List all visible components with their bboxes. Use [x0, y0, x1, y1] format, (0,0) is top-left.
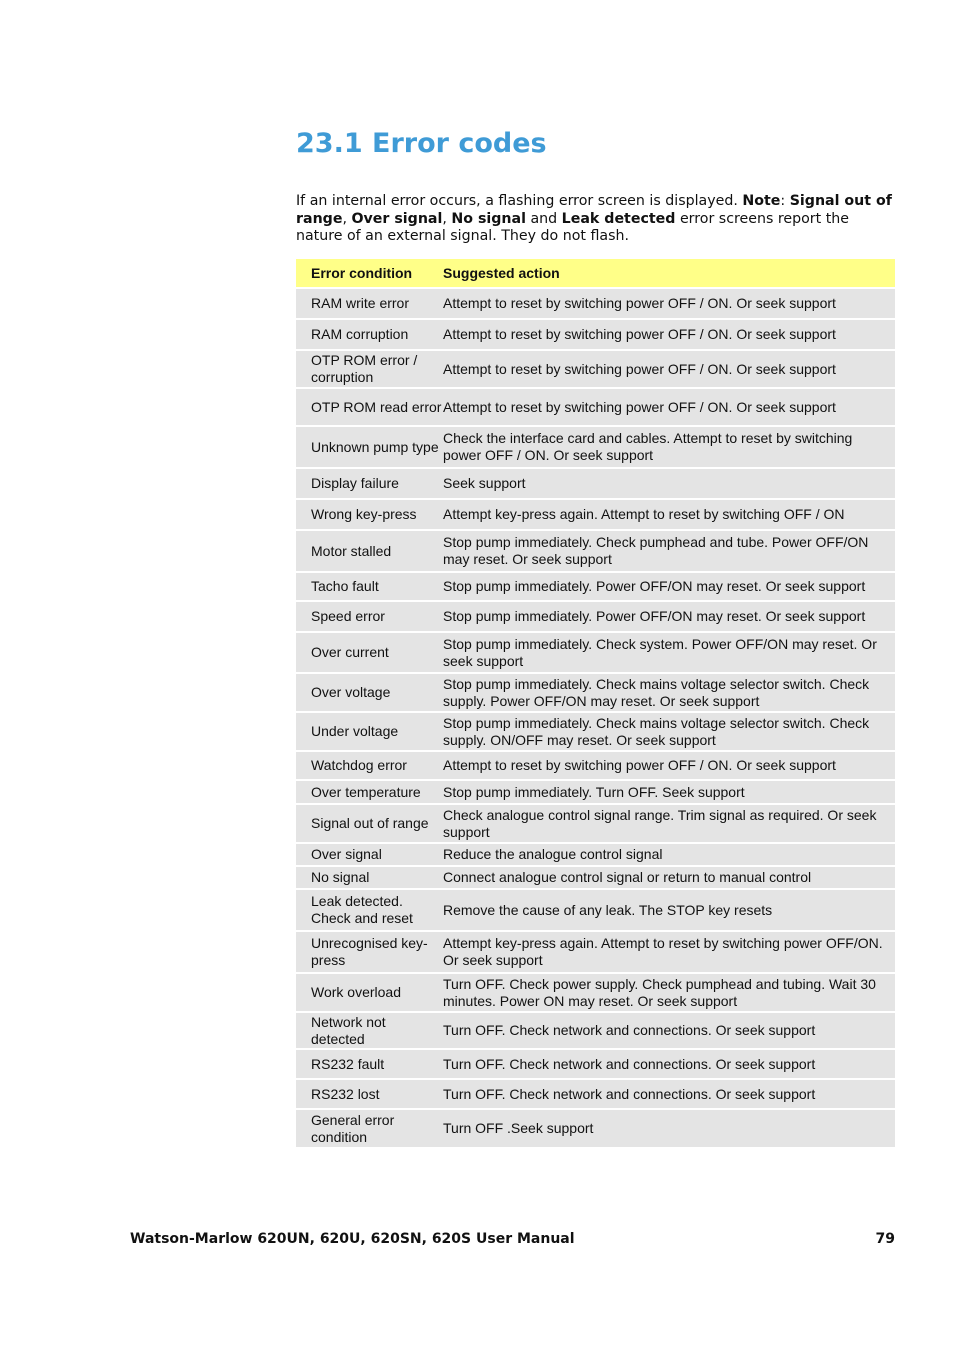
table-row [296, 674, 895, 711]
error-condition-cell: RAM write error [296, 289, 443, 318]
term-leak-detected: Leak detected [561, 210, 676, 227]
suggested-action-cell: Stop pump immediately. Check system. Power OFF/ON may reset. Or seek support [443, 633, 895, 672]
suggested-action-cell: Connect analogue control signal or return to manual control [443, 867, 895, 888]
section-heading: 23.1 Error codes [296, 128, 547, 159]
intro-and: and [525, 210, 562, 227]
error-condition-cell: Unrecognised key-press [296, 932, 443, 972]
suggested-action-cell: Stop pump immediately. Check mains voltage selector switch. Check supply. Power OFF/ON may reset. Or seek support [443, 674, 895, 711]
error-condition-cell: Watchdog error [296, 752, 443, 779]
table-row [296, 427, 895, 467]
table-row [296, 752, 895, 779]
table-row [296, 1050, 895, 1078]
intro-colon: : [780, 193, 790, 209]
table-row [296, 844, 895, 865]
term-signal-out-of-range: Signal out of range [296, 193, 892, 227]
table-row [296, 389, 895, 425]
suggested-action-cell: Turn OFF .Seek support [443, 1110, 895, 1147]
table-row [296, 633, 895, 672]
suggested-action-cell: Stop pump immediately. Check mains voltage selector switch. Check supply. ON/OFF may reset. Or seek support [443, 713, 895, 750]
error-condition-cell: Over voltage [296, 674, 443, 711]
header-suggested-action: Suggested action [443, 259, 895, 287]
error-condition-cell: Signal out of range [296, 805, 443, 842]
suggested-action-cell: Attempt key-press again. Attempt to reset by switching OFF / ON [443, 500, 895, 529]
error-condition-cell: OTP ROM error / corruption [296, 351, 443, 387]
table-row [296, 602, 895, 631]
table-row [296, 890, 895, 930]
table-row [296, 713, 895, 750]
suggested-action-cell: Check analogue control signal range. Trim signal as required. Or seek support [443, 805, 895, 842]
error-condition-cell: RS232 lost [296, 1080, 443, 1108]
table-body [296, 289, 895, 1147]
suggested-action-cell: Reduce the analogue control signal [443, 844, 895, 865]
table-row [296, 781, 895, 803]
error-condition-cell: No signal [296, 867, 443, 888]
error-condition-cell: Speed error [296, 602, 443, 631]
table-row [296, 1080, 895, 1108]
intro-text-1: If an internal error occurs, a flashing error screen is displayed. [296, 193, 743, 209]
table-row [296, 500, 895, 529]
error-condition-cell: Tacho fault [296, 573, 443, 600]
suggested-action-cell: Attempt to reset by switching power OFF / ON. Or seek support [443, 389, 895, 425]
error-condition-cell: RS232 fault [296, 1050, 443, 1078]
header-error-condition: Error condition [296, 259, 443, 287]
suggested-action-cell: Turn OFF. Check network and connections. Or seek support [443, 1080, 895, 1108]
suggested-action-cell: Attempt key-press again. Attempt to reset by switching power OFF/ON. Or seek support [443, 932, 895, 972]
page-number: 79 [875, 1231, 895, 1247]
suggested-action-cell: Turn OFF. Check network and connections. Or seek support [443, 1050, 895, 1078]
suggested-action-cell: Stop pump immediately. Power OFF/ON may reset. Or seek support [443, 602, 895, 631]
error-condition-cell: RAM corruption [296, 320, 443, 349]
suggested-action-cell: Attempt to reset by switching power OFF / ON. Or seek support [443, 320, 895, 349]
intro-paragraph [296, 193, 898, 246]
error-condition-cell: Under voltage [296, 713, 443, 750]
error-condition-cell: Unknown pump type [296, 427, 443, 467]
suggested-action-cell: Stop pump immediately. Turn OFF. Seek support [443, 781, 895, 803]
suggested-action-cell: Turn OFF. Check network and connections. Or seek support [443, 1013, 895, 1048]
intro-comma: , [342, 210, 352, 227]
error-condition-cell: Over current [296, 633, 443, 672]
table-row [296, 531, 895, 571]
suggested-action-cell: Attempt to reset by switching power OFF / ON. Or seek support [443, 752, 895, 779]
error-condition-cell: Wrong key-press [296, 500, 443, 529]
table-row [296, 469, 895, 498]
table-row [296, 1013, 895, 1048]
error-condition-cell: Over temperature [296, 781, 443, 803]
suggested-action-cell: Check the interface card and cables. Attempt to reset by switching power OFF / ON. Or seek support [443, 427, 895, 467]
suggested-action-cell: Seek support [443, 469, 895, 498]
table-row [296, 974, 895, 1011]
footer-manual-title: Watson-Marlow 620UN, 620U, 620SN, 620S User Manual [130, 1231, 575, 1247]
suggested-action-cell: Remove the cause of any leak. The STOP key resets [443, 890, 895, 930]
table-row [296, 351, 895, 387]
error-condition-cell: Display failure [296, 469, 443, 498]
error-condition-cell: Work overload [296, 974, 443, 1011]
error-condition-cell: Over signal [296, 844, 443, 865]
table-row [296, 289, 895, 318]
table-row [296, 573, 895, 600]
error-condition-cell: Leak detected. Check and reset [296, 890, 443, 930]
error-condition-cell: OTP ROM read error [296, 389, 443, 425]
suggested-action-cell: Stop pump immediately. Check pumphead and tube. Power OFF/ON may reset. Or seek support [443, 531, 895, 571]
note-label: Note [742, 193, 781, 209]
term-over-signal: Over signal [351, 210, 443, 227]
error-condition-cell: General error condition [296, 1110, 443, 1147]
error-codes-table [296, 257, 895, 1149]
error-condition-cell: Network not detected [296, 1013, 443, 1048]
suggested-action-cell: Attempt to reset by switching power OFF / ON. Or seek support [443, 289, 895, 318]
table-row [296, 320, 895, 349]
suggested-action-cell: Stop pump immediately. Power OFF/ON may reset. Or seek support [443, 573, 895, 600]
intro-comma: , [442, 210, 452, 227]
term-no-signal: No signal [451, 210, 526, 227]
suggested-action-cell: Turn OFF. Check power supply. Check pumphead and tubing. Wait 30 minutes. Power ON may reset. Or seek support [443, 974, 895, 1011]
error-condition-cell: Motor stalled [296, 531, 443, 571]
table-row [296, 1110, 895, 1147]
table-header-row [296, 259, 895, 287]
table-row [296, 867, 895, 888]
page-footer [130, 1231, 895, 1247]
intro-text-2: error screens report the nature of an external signal. They do not flash. [296, 210, 849, 244]
table-row [296, 805, 895, 842]
suggested-action-cell: Attempt to reset by switching power OFF / ON. Or seek support [443, 351, 895, 387]
table-row [296, 932, 895, 972]
